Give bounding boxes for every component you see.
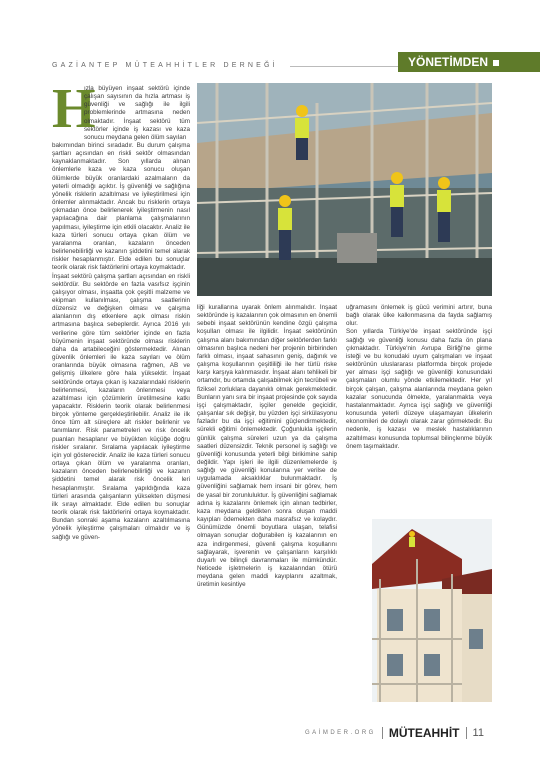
header-rule [290, 66, 400, 67]
column-1-intro-text: ızla büyüyen inşaat sektörü içinde çalışan sayısının da hızla artması iş güvenliği ve sağlığı ile ilgili problemlerinde artmasına neden olmaktadır. İnşaat sektörü tüm sektörler içinde iş kazası ve kaza sonucu meydana gelen ölüm sayıları [84, 85, 190, 141]
column-3-paragraph-2: Son yıllarda Türkiye'de inşaat sektöründe işçi sağlığı ve güvenliği konusu daha fazla ön plana çıkmaktadır. Türkiye'nin Avrupa Birliği'ne girme isteği ve bu konudaki uyum çalışmaları ve inşaat sektörünün uluslararası platformda birçok projede yer alması işçi sağlığı ve güvenliği konusundaki çalışmaları olumlu yönde etkilemektedir. Her yıl birçok çalışan, çalışma alanlarında meydana gelen kazalar sonucunda ölmekte, yaralanmakta veya hastalanmaktadır. Ayrıca işçi sağlığı ve güvenliği konusunda yeterli düzeye ulaşamayan ülkelerin ekonomileri de dolaylı olarak zarar görmektedir. Bu nedenle, iş kazası ve meslek hastalıklarının azaltılması konusunda toplumsal bilinçlenme büyük önem taşımaktadır. [346, 328, 492, 450]
drop-cap: H [52, 78, 96, 140]
construction-photo [197, 83, 492, 296]
column-3 [346, 304, 492, 514]
column-2-text: liği kurallarına uyarak önlem alınmalıdır. İnşaat sektöründe iş kazalarının çok olmasının en önemli sebebi inşaat sektörünün kendine özgü çalışma koşulları olması ile ilgilidir. İnşaat sektörünün çalışma alanı bakımından diğer sektörlerden farklı olmasının başlıca nedeni her projenin birbirinden farklı olması, inşaat sahasının geniş, dağınık ve çalışma koşullarının çeşitliliği ile her türlü riske karşı karşıya kalınmasıdır. İnşaat alanı tehlikeli bir ortamdır, bu ortamda çalışabilmek için tecrübeli ve fiziksel zorluklara dayanıklı olmak gerekmektedir. Bunların yanı sıra bir inşaat projesinde çok sayıda işçi çalışmaktadır, işçiler genelde geçicidir, çalışanlar sık değişir, bu yüzden işçi sirkülasyonu fazladır bu da işçi eğitimini güçlendirmektedir, sürekli eğitimi önlemektedir. Çoğunlukla işçilerin günlük çalışma süreleri uzun ya da çalışma saatleri düzensizdir. Teknik personel iş sağlığı ve güvenliği konusunda yeterli bilgi birikimine sahip değildir. Yapı işleri ile ilgili düzenlemelerde iş sağlığı ve güvenliği konularına yer verilse de uygulamada aksaklıklar bulunmaktadır. İş güvenliğini sağlamak hem insani bir görev, hem de yasal bir zorunluluktur. İş güvenliğini sağlamak adına iş kazalarını önlemek için alınan tedbirler, kaza meydana geldikten sonra oluşan maddi kayıpları ödemekten daha masrafsız ve kolaydır. Günümüzde önemli boyutlara ulaşan, telafisi olmayan sonuçlar doğurabilen iş kazalarının en aza indirgenmesi, güvenli çalışma koşullarını sağlayarak, işverenin ve çalışanların karşılıklı duyarlı ve bilinçli davranmaları ile mümkündür. Neticede işletmelerin iş kazalarından ötürü meydana gelen maddi kayıplarını azaltmak, üretimin kesintiye [197, 304, 337, 589]
square-icon [493, 60, 499, 66]
page-number: 11 [472, 726, 484, 739]
page-footer [305, 724, 484, 742]
section-badge [398, 52, 540, 72]
column-2 [197, 304, 337, 708]
footer-divider [466, 727, 467, 739]
column-1-paragraph-2: İnşaat sektörü çalışma şartları açısından en riskli sektördür. Bu sektörde en fazla vasıfsız işçinin çalışıyor olması, inşaatta çok çeşitli malzeme ve ekipman kullanılması, çalışma saatlerinin düzensiz ve değişken olması ve çalışma alanlarının dış etkenlere açık olması riskin artmasına başlıca sebeplerdir. Ayrıca 2016 yılı verilerine göre tüm sektörler içinde en fazla büyümenin inşaat sektöründe olması risklerin daha da artabileceğini göstermektedir. Alınan güvenlik önlemleri ile kaza sayıları ve ölüm oranlarında büyük olmasına rağmen, AB ve gelişmiş ülkelere göre hala yüksektir. İnşaat sektöründe ortaya çıkan iş kazalarındaki risklerin belirlenmesi, kazaların önlenmesi veya azaltılması için çözümlerin üretilmesine katkı yapacaktır. Risklerin teorik olarak belirlenmesi birçok yönteme gerçekleştirilebilir. Analiz ile ilk önce tüm alt süreçlere alt riskler belirlenir ve tanımlanır. Risk parametreleri ve risk öncelik puanları hesaplanır ve büyükten küçüğe doğru riskler sıralanır. Sıralama yapılacak iyileştirme için yol gösterecidir. Analiz ile kaza türleri sonucu ortaya çıkan ölüm ve yaralanma oranları, kazaların önceden belirlenebilirliği ve kazanın şiddetini temel alarak risk öncelik leri hesaplanmıştır. Sıralama yapıldığında kaza türleri arasında çalışanların yüksekten düşmesi ilk sırayı almaktadır. Elde edilen bu sonuçlar teorik olarak risk faktörlerini ortaya koymaktadır. Bundan sonraki aşama kazaların azaltılmasına yönelik iyileştirme çalışmaları olmalıdır ve iş sağlığı ve güven- [52, 272, 190, 541]
section-title: YÖNETİMDEN [408, 55, 489, 69]
footer-divider [382, 727, 383, 739]
column-1-intro [84, 85, 190, 142]
column-3-paragraph-1: uğramasını önlemek iş gücü verimini artırır, buna bağlı olarak ülke kalkınmasına da fayda sağlamış olur. [346, 304, 492, 328]
column-1 [52, 142, 190, 722]
column-1-text: bakımından birinci sıradadır. Bu durum çalışma şartları açısından en riskli sektör olmasından kaynaklanmaktadır. Son yıllarda alınan önlemlerle kaza ve kaza sonucu oluşan ölümlerde büyük oranlardaki azalmaların da yeterli olmadığı açıktır. İş güvenliği ve sağlığına yönelik risklerin azaltılması ve iyileştirilmesi için önlemler alınmaktadır. Ancak bu risklerin ortaya çıkmadan önce belirlenerek iyileştirmenin nasıl yapılacağına dair planlama çalışmalarının yapılması, iyileştirme için etkili olacaktır. Analiz ile kaza türleri sonucu ortaya çıkan ölüm ve yaralanma oranları, kazaların önceden belirlenebilirliği ve kazanın şiddetini temel alarak riskler hesaplanmıştır. Elde edilen bu sonuçlar teorik olarak risk faktörlerini ortaya koymaktadır. [52, 142, 190, 272]
house-photo [372, 519, 492, 702]
association-name: GAZİANTEP MÜTEAHHİTLER DERNEĞİ [52, 62, 278, 69]
footer-website: GAİMDER.ORG [305, 729, 376, 736]
magazine-name: MÜTEAHHİT [388, 725, 460, 740]
